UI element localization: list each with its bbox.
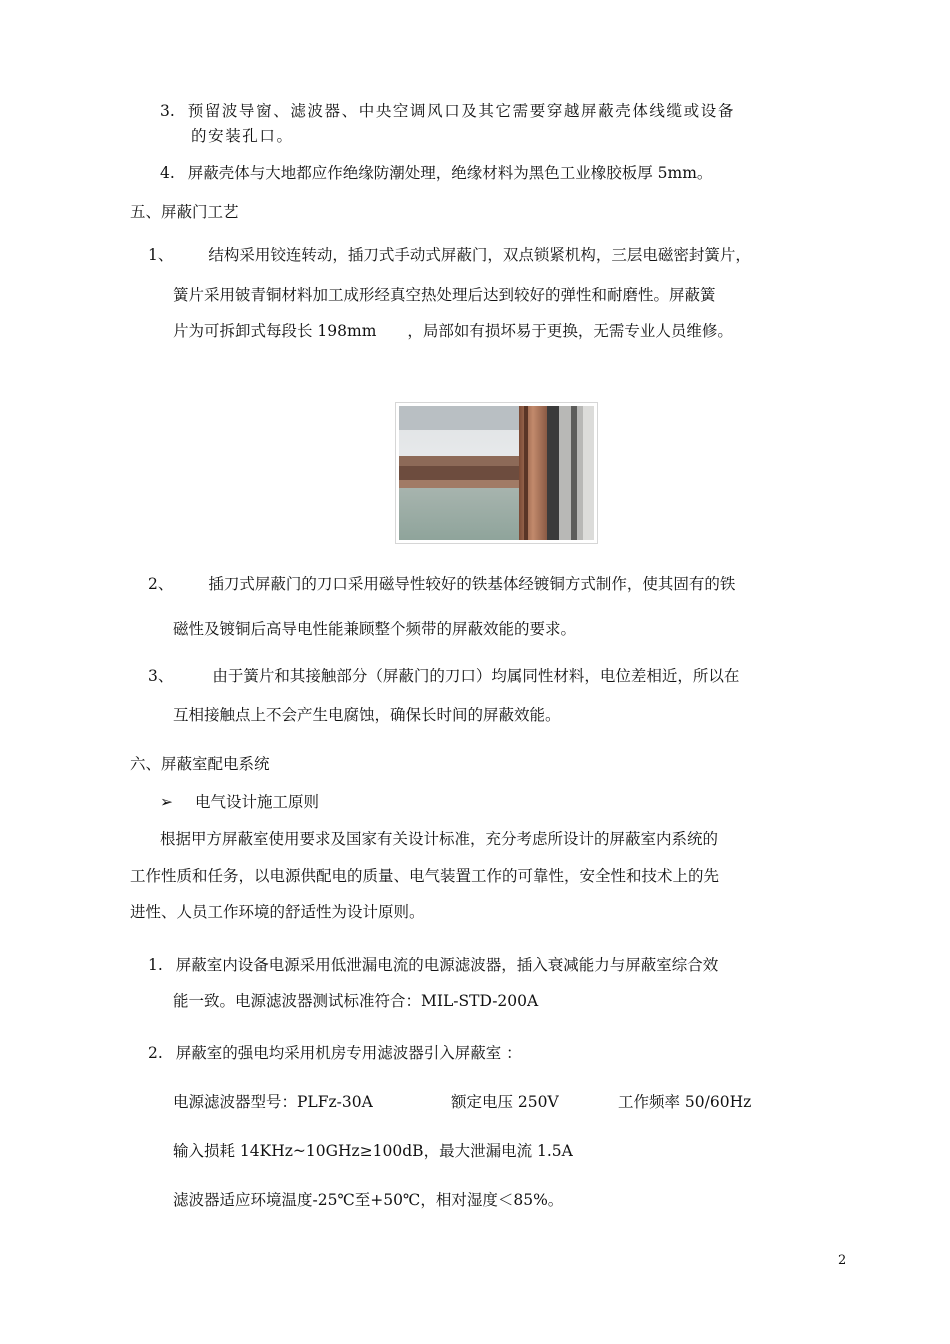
list-item-3 [160, 100, 735, 122]
paragraph-number: 2、 [148, 575, 174, 593]
item-text-continued: 能一致。电源滤波器测试标准符合：MIL-STD-200A [173, 992, 539, 1010]
item-number: 2. [148, 1044, 163, 1062]
page-number: 2 [838, 1253, 847, 1268]
numbered-item-1 [148, 954, 718, 976]
paragraph-text-continued: 片为可拆卸式每段长 198mm ，局部如有损坏易于更换，无需专业人员维修。 [173, 322, 733, 340]
paragraph-text-continued: 互相接触点上不会产生电腐蚀，确保长时间的屏蔽效能。 [173, 706, 561, 724]
spec-model: 电源滤波器型号：PLFz-30A [173, 1093, 373, 1111]
list-item-4 [160, 162, 712, 184]
item-number: 4. [160, 164, 175, 182]
bullet-text: 电气设计施工原则 [194, 793, 319, 811]
section-heading: 六、屏蔽室配电系统 [130, 755, 270, 773]
paragraph-text: 结构采用铰连转动，插刀式手动式屏蔽门，双点锁紧机构，三层电磁密封簧片， [208, 246, 751, 264]
numbered-item-2 [148, 1042, 522, 1064]
paragraph-text: 插刀式屏蔽门的刀口采用磁导性较好的铁基体经镀铜方式制作，使其固有的铁 [208, 575, 736, 593]
spec-voltage: 额定电压 250V [451, 1093, 559, 1111]
item-number: 1. [148, 956, 163, 974]
intro-paragraph: 根据甲方屏蔽室使用要求及国家有关设计标准，充分考虑所设计的屏蔽室内系统的 [160, 830, 719, 848]
paragraph-2 [148, 573, 735, 595]
item-number: 3. [160, 102, 175, 120]
item-text: 预留波导窗、滤波器、中央空调风口及其它需要穿越屏蔽壳体线缆或设备 [187, 102, 735, 120]
paragraph-1 [148, 244, 751, 266]
spec-environment: 滤波器适应环境温度-25℃至+50℃，相对湿度＜85%。 [173, 1191, 564, 1209]
spec-frequency: 工作频率 50/60Hz [618, 1093, 752, 1111]
intro-paragraph-continued: 工作性质和任务，以电源供配电的质量、电气装置工作的可靠性，安全性和技术上的先 [130, 867, 720, 885]
paragraph-number: 3、 [148, 667, 174, 685]
paragraph-3 [148, 665, 739, 687]
spec-loss: 输入损耗 14KHz~10GHz≥100dB，最大泄漏电流 1.5A [173, 1142, 573, 1160]
door-spring-image [399, 406, 594, 540]
paragraph-text: 由于簧片和其接触部分（屏蔽门的刀口）均属同性材料，电位差相近，所以在 [212, 667, 740, 685]
item-text: 屏蔽室内设备电源采用低泄漏电流的电源滤波器，插入衰减能力与屏蔽室综合效 [175, 956, 719, 974]
door-spring-photo [395, 402, 598, 544]
paragraph-number: 1、 [148, 246, 174, 264]
arrow-bullet-icon: ➢ [160, 793, 173, 811]
item-text: 屏蔽室的强电均采用机房专用滤波器引入屏蔽室 ： [175, 1044, 522, 1062]
item-text: 屏蔽壳体与大地都应作绝缘防潮处理，绝缘材料为黑色工业橡胶板厚 5mm。 [187, 164, 713, 182]
section-heading: 五、屏蔽门工艺 [130, 203, 239, 221]
intro-paragraph-continued: 进性、人员工作环境的舒适性为设计原则。 [130, 903, 425, 921]
item-text-continued: 的安装孔口。 [191, 127, 294, 145]
paragraph-text-continued: 磁性及镀铜后高导电性能兼顾整个频带的屏蔽效能的要求。 [173, 620, 577, 638]
bullet-item [160, 791, 319, 813]
paragraph-text-continued: 簧片采用铍青铜材料加工成形经真空热处理后达到较好的弹性和耐磨性。屏蔽簧 [173, 286, 716, 304]
